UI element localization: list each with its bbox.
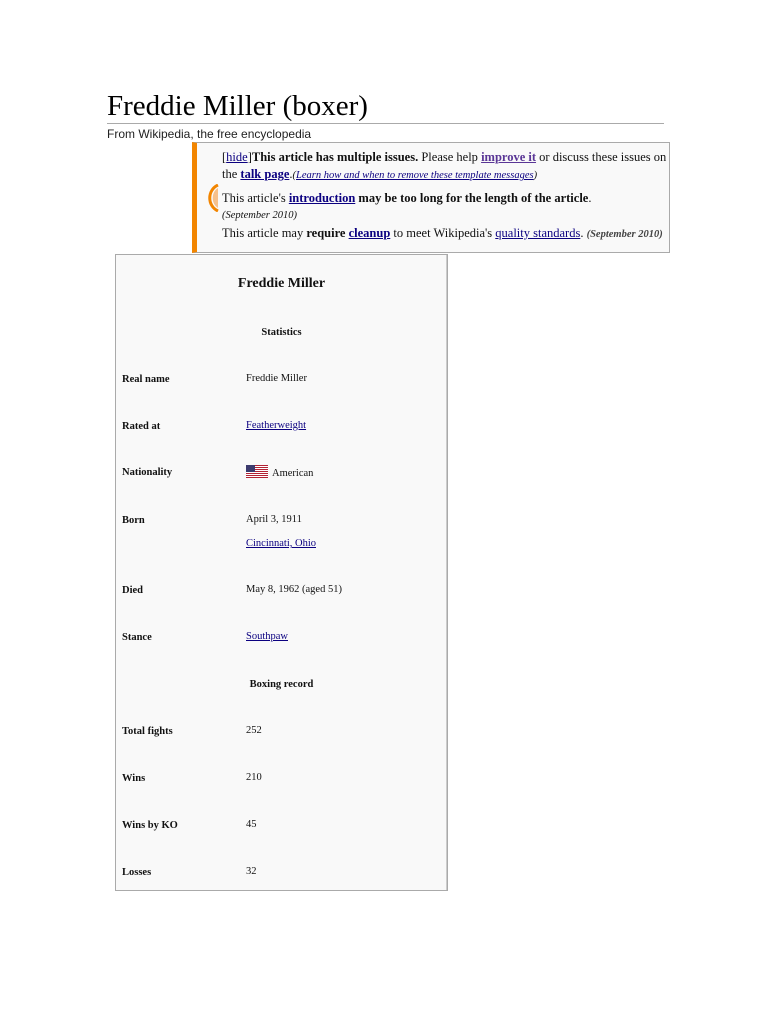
bracket: [: [222, 150, 227, 164]
ambox-text-span: .: [588, 191, 592, 205]
cleanup-link[interactable]: cleanup: [348, 226, 391, 240]
us-flag-icon: [246, 465, 268, 478]
born-label: Born: [122, 515, 145, 526]
nationality-text: American: [272, 468, 314, 479]
quality-standards-link[interactable]: quality standards: [495, 226, 581, 240]
died-label: Died: [122, 585, 143, 596]
learn-remove-link[interactable]: Learn how and when to remove these template messages: [296, 170, 534, 181]
born-place-link[interactable]: Cincinnati, Ohio: [246, 538, 316, 549]
real-name-label: Real name: [122, 374, 170, 385]
infobox-title: Freddie Miller: [237, 276, 326, 291]
ambox-text-span: to meet Wikipedia's: [390, 226, 496, 240]
issue-date: (September 2010): [222, 210, 297, 221]
introduction-link[interactable]: introduction: [288, 191, 356, 205]
ambox-header-line: [222, 149, 668, 184]
nationality-label: Nationality: [122, 467, 173, 478]
title-divider: [107, 123, 664, 124]
ambox-bold-span: may be too long for the length of the article: [355, 191, 589, 205]
died-value: May 8, 1962 (aged 51): [246, 584, 342, 595]
stance-label: Stance: [122, 632, 152, 643]
born-date: April 3, 1911: [246, 514, 302, 525]
ambox-heading: This article has multiple issues.: [251, 150, 419, 164]
total-fights-label: Total fights: [122, 726, 173, 737]
nationality-value: [246, 465, 313, 481]
hide-link[interactable]: hide: [226, 150, 248, 164]
ambox-text-span: This article's: [222, 191, 289, 205]
bracket: ]: [247, 150, 252, 164]
talk-page-link[interactable]: talk page: [240, 167, 290, 181]
site-subtitle: From Wikipedia, the free encyclopedia: [107, 127, 312, 141]
page-title: Freddie Miller (boxer): [107, 90, 368, 122]
stance-link[interactable]: Southpaw: [246, 631, 288, 642]
ambox-text-span: .: [580, 226, 587, 240]
total-fights-value: 252: [246, 725, 262, 736]
ambox-text-span: or discuss these issues on the: [222, 150, 667, 181]
wins-ko-value: 45: [246, 819, 257, 830]
statistics-header: Statistics: [261, 327, 302, 338]
ambox-bold-span: require: [306, 226, 346, 240]
ambox-text-span: Please help: [418, 150, 482, 164]
infobox: [115, 254, 448, 891]
issue-cleanup: [222, 225, 668, 243]
paren: (: [292, 170, 296, 181]
wins-value: 210: [246, 772, 262, 783]
losses-value: 32: [246, 866, 257, 877]
real-name-value: Freddie Miller: [246, 373, 307, 384]
ambox-text-span: .: [289, 167, 293, 181]
rated-at-link[interactable]: Featherweight: [246, 420, 307, 431]
wins-label: Wins: [122, 773, 146, 784]
boxing-record-header: Boxing record: [249, 679, 314, 690]
multiple-issues-box: [192, 142, 670, 253]
ambox-text-span: This article may: [222, 226, 307, 240]
infobox-divider: [446, 255, 447, 890]
wins-ko-label: Wins by KO: [122, 820, 178, 831]
warning-icon: [205, 184, 219, 212]
improve-it-link[interactable]: improve it: [481, 150, 537, 164]
issue-intro-too-long: [222, 190, 592, 224]
losses-label: Losses: [122, 867, 152, 878]
rated-at-label: Rated at: [122, 421, 161, 432]
issue-date: (September 2010): [586, 229, 663, 240]
ambox-text: [222, 149, 668, 243]
paren: ): [533, 170, 538, 181]
learn-more: [293, 170, 538, 181]
